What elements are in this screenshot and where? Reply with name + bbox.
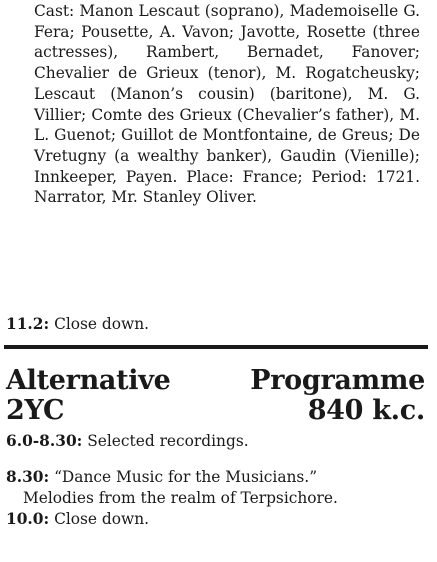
- cast-paragraph: Cast: Manon Lescaut (soprano), Mademoiselle G. Fera; Pousette, A. Vavon; Javotte, Rosette (three actresses), Rambert, Bernadet, Fanover; Chevalier de Grieux (tenor), M. Rogatcheusky; Lescaut (Manon’s cousin) (baritone), M. G. Villier; Comte des Grieux (Chevalier’s father), M. L. Guenot; Guillot de Montfontaine, de Greus; De Vretugny (a wealthy banker), Gaudin (Vienille); Innkeeper, Payen. Place: France; Period: 1721. Narrator, Mr. Stanley Oliver.: [34, 2, 420, 207]
- programme-continuation: Melodies from the realm of Terpsichore.: [23, 489, 338, 507]
- header-station-code: 2YC: [6, 395, 65, 426]
- schedule-entry-close-down: [6, 314, 149, 334]
- station-header-right: [250, 366, 425, 426]
- programme-item: [6, 431, 426, 452]
- section-divider: [4, 345, 428, 349]
- header-programme: Programme: [250, 365, 425, 396]
- entry-text: Close down.: [49, 315, 150, 333]
- station-header-left: [6, 366, 171, 426]
- cast-paragraph-block: [34, 1, 420, 208]
- programme-text: Close down.: [49, 510, 150, 528]
- entry-time: 11.2:: [6, 315, 50, 333]
- programme-time: 8.30:: [6, 468, 50, 486]
- header-frequency: 840 k.c.: [307, 395, 425, 426]
- programme-time: 10.0:: [6, 510, 50, 528]
- programme-time: 6.0-8.30:: [6, 432, 83, 450]
- programme-item: [6, 509, 426, 530]
- programme-item: [6, 467, 426, 509]
- header-alternative: Alternative: [6, 365, 171, 396]
- programme-text: “Dance Music for the Musicians.”: [49, 468, 318, 486]
- programme-text: Selected recordings.: [82, 432, 249, 450]
